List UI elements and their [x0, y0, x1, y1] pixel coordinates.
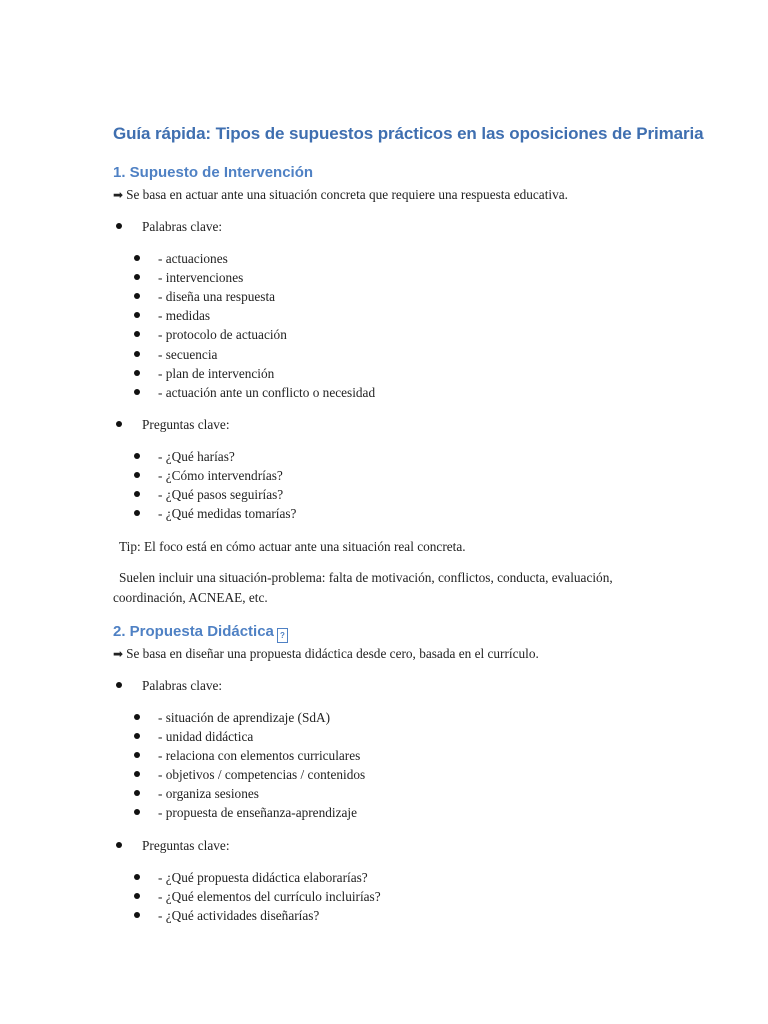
bullet-icon — [134, 331, 140, 337]
bullet-icon — [116, 842, 122, 848]
bullet-icon — [134, 510, 140, 516]
bullet-icon — [134, 293, 140, 299]
list-item: - actuación ante un conflicto o necesidad — [134, 383, 375, 402]
bullet-icon — [134, 351, 140, 357]
list-item: - protocolo de actuación — [134, 325, 287, 344]
list-item: - situación de aprendizaje (SdA) — [134, 708, 330, 727]
list-item: - diseña una respuesta — [134, 287, 275, 306]
document-title: Guía rápida: Tipos de supuestos prácticos en las oposiciones de Primaria — [113, 124, 704, 143]
unknown-glyph-icon: ? — [277, 628, 288, 643]
bullet-icon — [134, 752, 140, 758]
list-item: - intervenciones — [134, 268, 243, 287]
section-1-intro: ➡ Se basa en actuar ante una situación concreta que requiere una respuesta educativa. — [113, 187, 568, 202]
keywords-label-item — [116, 217, 222, 236]
keywords-label-item — [116, 676, 222, 695]
list-item: - ¿Qué propuesta didáctica elaborarías? — [134, 868, 368, 887]
bullet-icon — [134, 453, 140, 459]
bullet-icon — [134, 893, 140, 899]
bullet-icon — [134, 771, 140, 777]
bullet-icon — [134, 255, 140, 261]
list-item: - plan de intervención — [134, 364, 274, 383]
bullet-icon — [134, 312, 140, 318]
section-2-heading: 2. Propuesta Didáctica ? — [113, 623, 288, 643]
questions-label: Preguntas clave: — [142, 417, 230, 432]
list-item: - ¿Qué elementos del currículo incluirías? — [134, 887, 381, 906]
bullet-icon — [134, 472, 140, 478]
questions-label: Preguntas clave: — [142, 838, 230, 853]
bullet-icon — [134, 491, 140, 497]
bullet-icon — [134, 790, 140, 796]
bullet-icon — [134, 714, 140, 720]
list-item: - organiza sesiones — [134, 784, 259, 803]
bullet-icon — [116, 421, 122, 427]
section-1-heading: 1. Supuesto de Intervención — [113, 164, 314, 181]
note-text: Suelen incluir una situación-problema: falta de motivación, conflictos, conducta, evaluación, coordinación, ACNEAE, etc. — [113, 570, 613, 605]
list-item: - ¿Qué medidas tomarías? — [134, 504, 296, 523]
questions-label-item — [116, 836, 230, 855]
list-item: - secuencia — [134, 345, 217, 364]
right-arrow-icon: ➡ — [113, 647, 124, 661]
list-item: - ¿Cómo intervendrías? — [134, 466, 283, 485]
bullet-icon — [134, 874, 140, 880]
list-item: - actuaciones — [134, 249, 228, 268]
bullet-icon — [134, 389, 140, 395]
list-item: - objetivos / competencias / contenidos — [134, 765, 365, 784]
list-item: - unidad didáctica — [134, 727, 253, 746]
list-item: - ¿Qué harías? — [134, 447, 235, 466]
bullet-icon — [116, 682, 122, 688]
keywords-label: Palabras clave: — [142, 678, 223, 693]
bullet-icon — [134, 912, 140, 918]
bullet-icon — [134, 733, 140, 739]
bullet-icon — [134, 274, 140, 280]
list-item: - ¿Qué actividades diseñarías? — [134, 906, 319, 925]
list-item: - medidas — [134, 306, 210, 325]
bullet-icon — [134, 370, 140, 376]
right-arrow-icon: ➡ — [113, 188, 124, 202]
list-item: - propuesta de enseñanza-aprendizaje — [134, 803, 357, 822]
keywords-label: Palabras clave: — [142, 219, 223, 234]
list-item: - ¿Qué pasos seguirías? — [134, 485, 283, 504]
tip-text: Tip: El foco está en cómo actuar ante una situación real concreta. — [119, 539, 466, 554]
section-2-intro: ➡ Se basa en diseñar una propuesta didáctica desde cero, basada en el currículo. — [113, 646, 539, 661]
list-item: - relaciona con elementos curriculares — [134, 746, 360, 765]
questions-label-item — [116, 415, 230, 434]
bullet-icon — [116, 223, 122, 229]
bullet-icon — [134, 809, 140, 815]
